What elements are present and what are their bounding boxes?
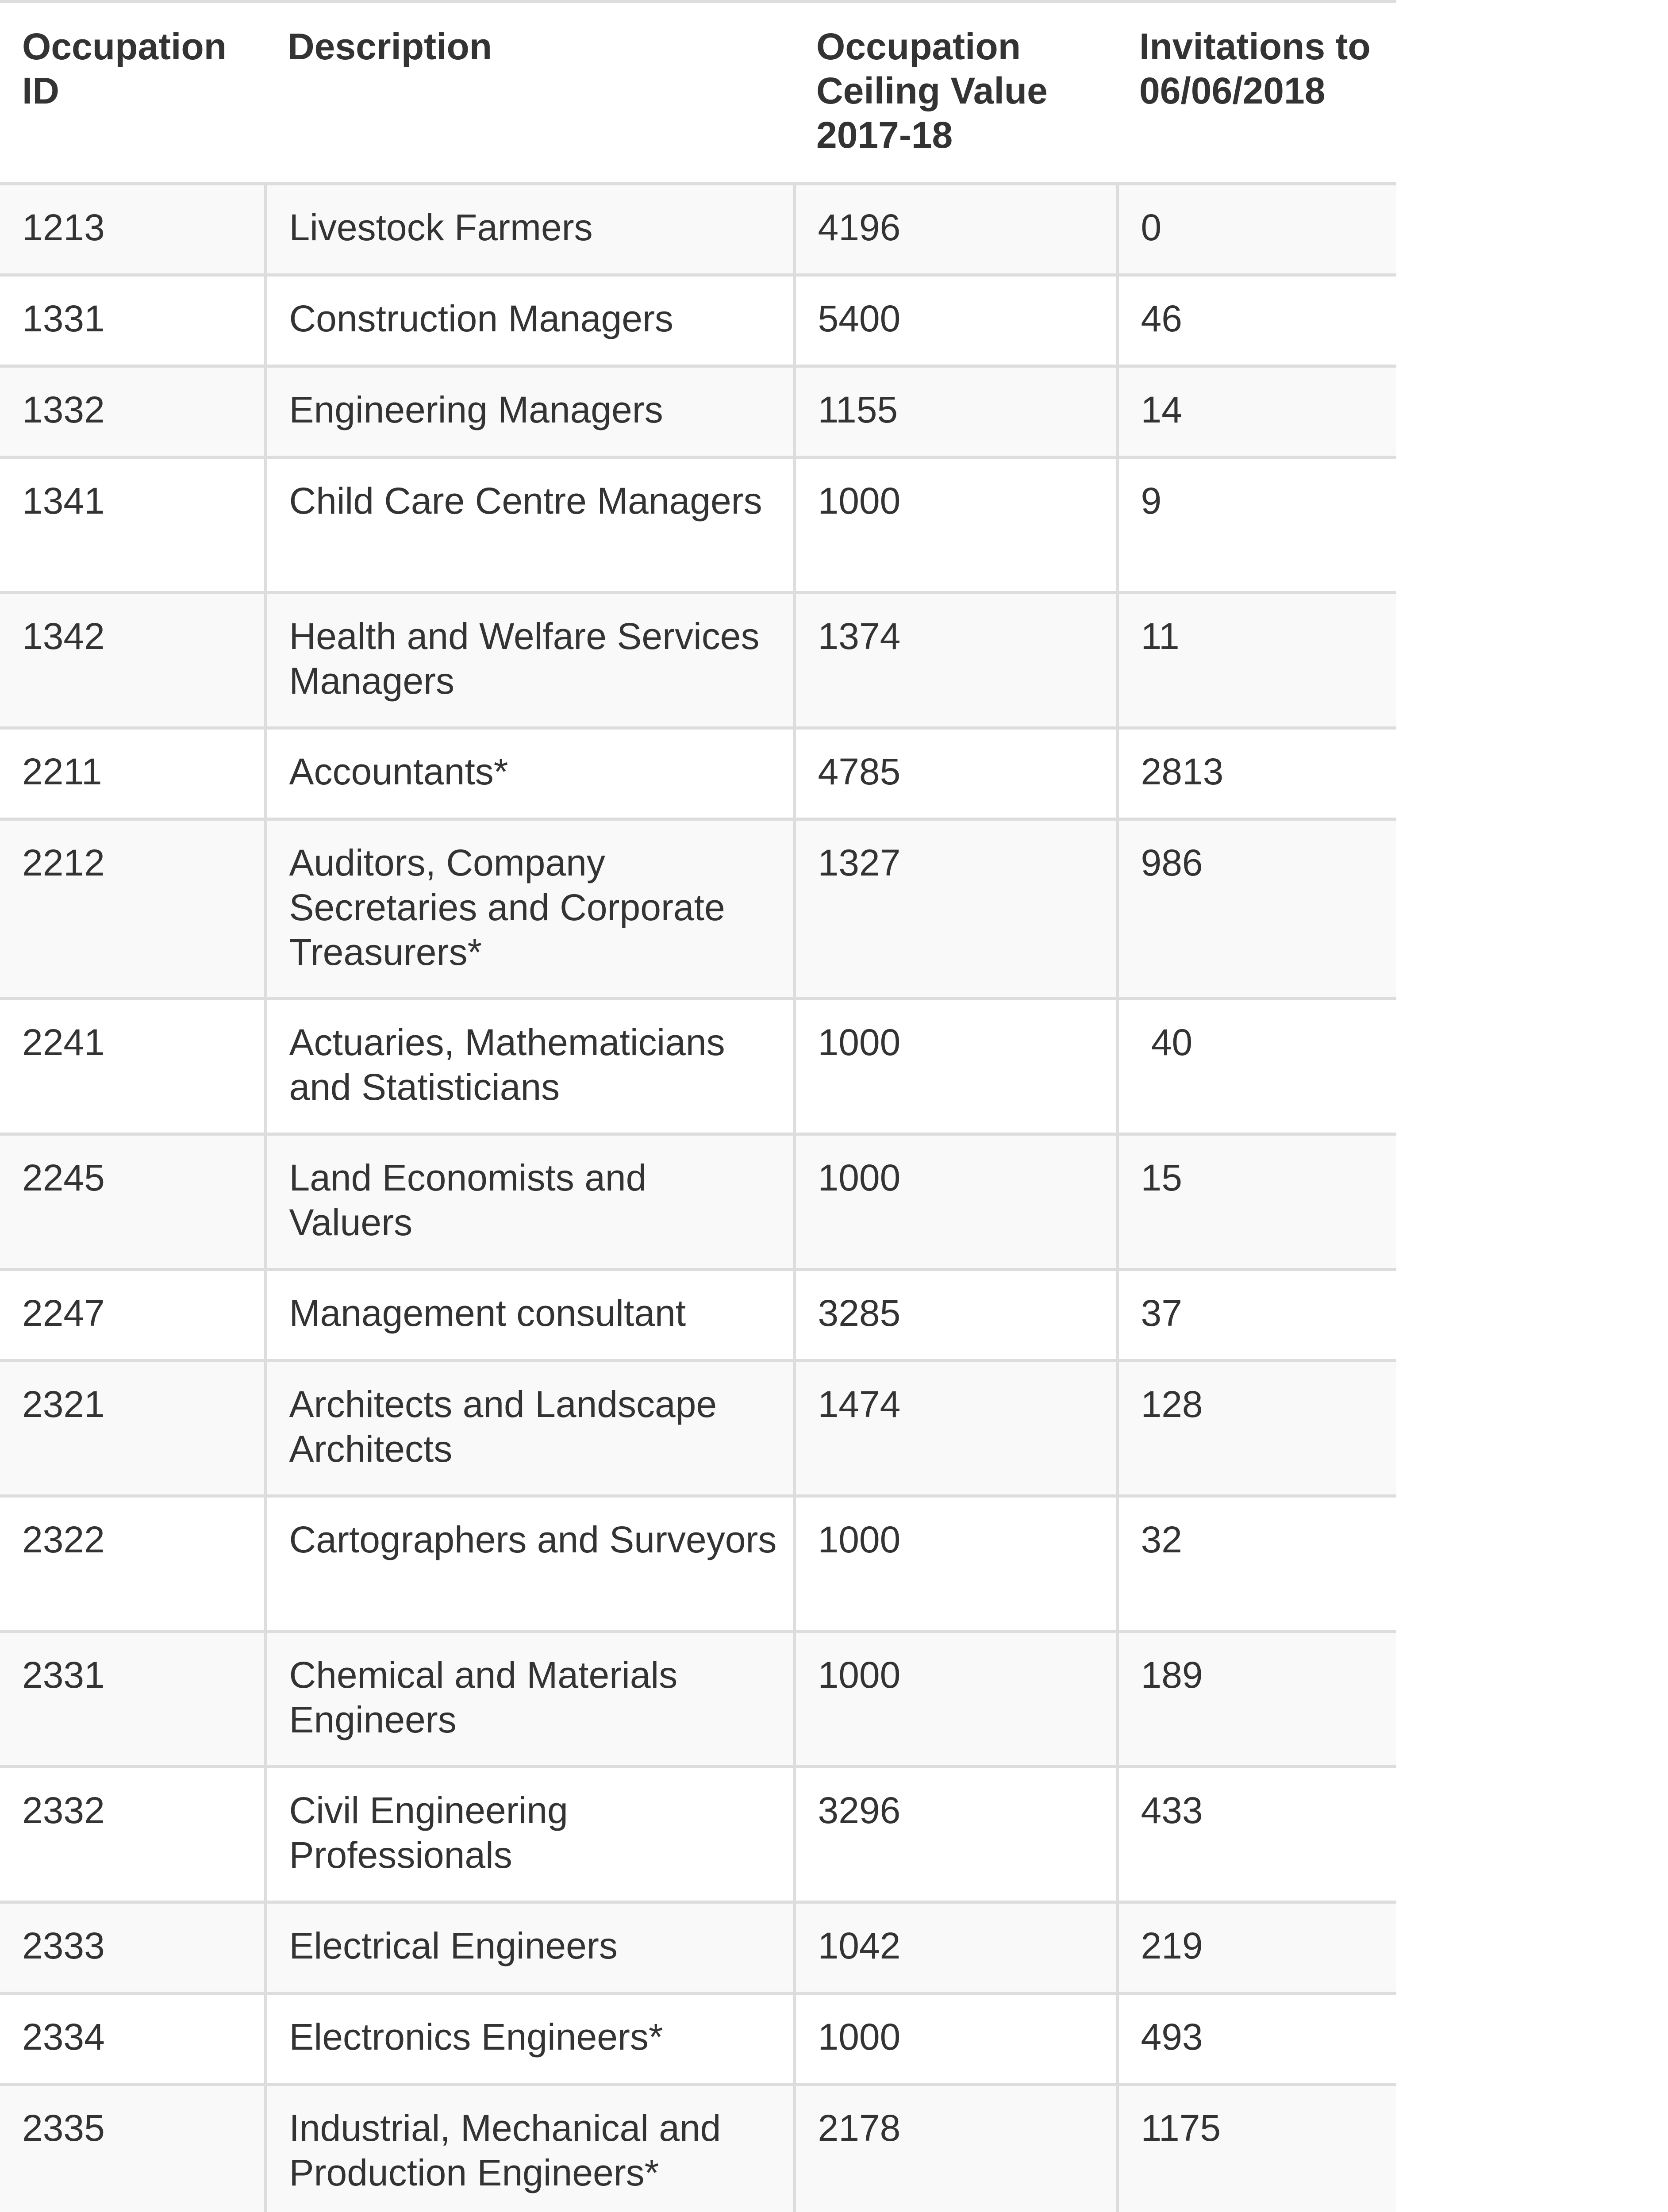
header-description: Description: [288, 26, 492, 67]
table-row: [0, 728, 1396, 819]
cell-ceiling-value: 1042: [794, 1902, 1117, 1993]
cell-description: Health and Welfare Services Managers: [265, 593, 794, 728]
cell-ceiling-value: 1474: [794, 1361, 1117, 1496]
cell-invitations: 189: [1117, 1632, 1396, 1767]
cell-occupation-id: 2332: [22, 1790, 105, 1831]
table-row: [0, 275, 1396, 366]
cell-invitations: 0: [1117, 184, 1396, 275]
cell-ceiling-value: 1374: [794, 593, 1117, 728]
cell-invitations: 46: [1117, 275, 1396, 366]
cell-occupation-id: 1341: [22, 480, 105, 522]
cell-occupation-id: 1331: [22, 298, 105, 339]
table-row: [0, 1993, 1396, 2085]
cell-ceiling-value: 3296: [794, 1767, 1117, 1902]
table-row: [0, 366, 1396, 457]
cell-invitations: 219: [1117, 1902, 1396, 1993]
cell-invitations: 433: [1117, 1767, 1396, 1902]
cell-invitations: 15: [1117, 1134, 1396, 1270]
header-invitations: Invitations to 06/06/2018: [1139, 26, 1371, 111]
cell-invitations: 9: [1117, 457, 1396, 593]
cell-occupation-id: 1332: [22, 389, 105, 430]
cell-ceiling-value: 4196: [794, 184, 1117, 275]
table-body: [0, 184, 1396, 2212]
cell-ceiling-value: 1000: [794, 999, 1117, 1134]
cell-invitations: 32: [1117, 1496, 1396, 1632]
table-row: [0, 457, 1396, 593]
cell-occupation-id: 2212: [22, 842, 105, 883]
table-header: [0, 2, 1396, 184]
cell-ceiling-value: 1000: [794, 1134, 1117, 1270]
cell-occupation-id: 2334: [22, 2016, 105, 2058]
cell-description: Electronics Engineers*: [265, 1993, 794, 2085]
cell-occupation-id: 2333: [22, 1925, 105, 1966]
cell-description: Industrial, Mechanical and Production Engineers*: [265, 2085, 794, 2212]
cell-invitations: 2813: [1117, 728, 1396, 819]
cell-occupation-id: 2331: [22, 1654, 105, 1696]
cell-invitations: 986: [1117, 819, 1396, 999]
cell-ceiling-value: 1000: [794, 1993, 1117, 2085]
table-row: [0, 1134, 1396, 1270]
cell-occupation-id: 2245: [22, 1157, 105, 1198]
table-row: [0, 1496, 1396, 1632]
table-row: [0, 1902, 1396, 1993]
cell-ceiling-value: 2178: [794, 2085, 1117, 2212]
table-row: [0, 999, 1396, 1134]
cell-ceiling-value: 5400: [794, 275, 1117, 366]
cell-occupation-id: 2335: [22, 2107, 105, 2149]
cell-occupation-id: 1213: [22, 207, 105, 248]
cell-description: Chemical and Materials Engineers: [265, 1632, 794, 1767]
cell-ceiling-value: 3285: [794, 1270, 1117, 1361]
cell-invitations: 14: [1117, 366, 1396, 457]
cell-ceiling-value: 1000: [794, 457, 1117, 593]
cell-invitations: 128: [1117, 1361, 1396, 1496]
cell-description: Livestock Farmers: [265, 184, 794, 275]
cell-invitations: 37: [1117, 1270, 1396, 1361]
table-row: [0, 1270, 1396, 1361]
cell-description: Architects and Landscape Architects: [265, 1361, 794, 1496]
table-row: [0, 819, 1396, 999]
cell-occupation-id: 2321: [22, 1383, 105, 1425]
cell-ceiling-value: 1000: [794, 1632, 1117, 1767]
cell-description: Accountants*: [265, 728, 794, 819]
cell-ceiling-value: 4785: [794, 728, 1117, 819]
cell-invitations: 1175: [1117, 2085, 1396, 2212]
cell-occupation-id: 2241: [22, 1022, 105, 1063]
table-row: [0, 2085, 1396, 2212]
cell-ceiling-value: 1155: [794, 366, 1117, 457]
cell-description: Civil Engineering Professionals: [265, 1767, 794, 1902]
cell-description: Electrical Engineers: [265, 1902, 794, 1993]
table-row: [0, 184, 1396, 275]
cell-invitations: 11: [1117, 593, 1396, 728]
cell-occupation-id: 1342: [22, 615, 105, 657]
cell-description: Cartographers and Surveyors: [265, 1496, 794, 1632]
cell-ceiling-value: 1327: [794, 819, 1117, 999]
table-row: [0, 1767, 1396, 1902]
cell-description: Auditors, Company Secretaries and Corporate Treasurers*: [265, 819, 794, 999]
cell-ceiling-value: 1000: [794, 1496, 1117, 1632]
cell-description: Child Care Centre Managers: [265, 457, 794, 593]
cell-invitations: 493: [1117, 1993, 1396, 2085]
cell-occupation-id: 2211: [22, 751, 102, 792]
cell-occupation-id: 2247: [22, 1292, 105, 1334]
header-ceiling-value: Occupation Ceiling Value 2017-18: [816, 26, 1048, 156]
cell-occupation-id: 2322: [22, 1519, 105, 1560]
table-row: [0, 1361, 1396, 1496]
header-occupation-id: Occupation ID: [22, 26, 227, 111]
cell-description: Construction Managers: [265, 275, 794, 366]
cell-description: Engineering Managers: [265, 366, 794, 457]
cell-description: Management consultant: [265, 1270, 794, 1361]
header-row: [0, 2, 1396, 184]
cell-description: Actuaries, Mathematicians and Statisticians: [265, 999, 794, 1134]
table-row: [0, 1632, 1396, 1767]
table-row: [0, 593, 1396, 728]
cell-invitations: 40: [1117, 999, 1396, 1134]
cell-description: Land Economists and Valuers: [265, 1134, 794, 1270]
